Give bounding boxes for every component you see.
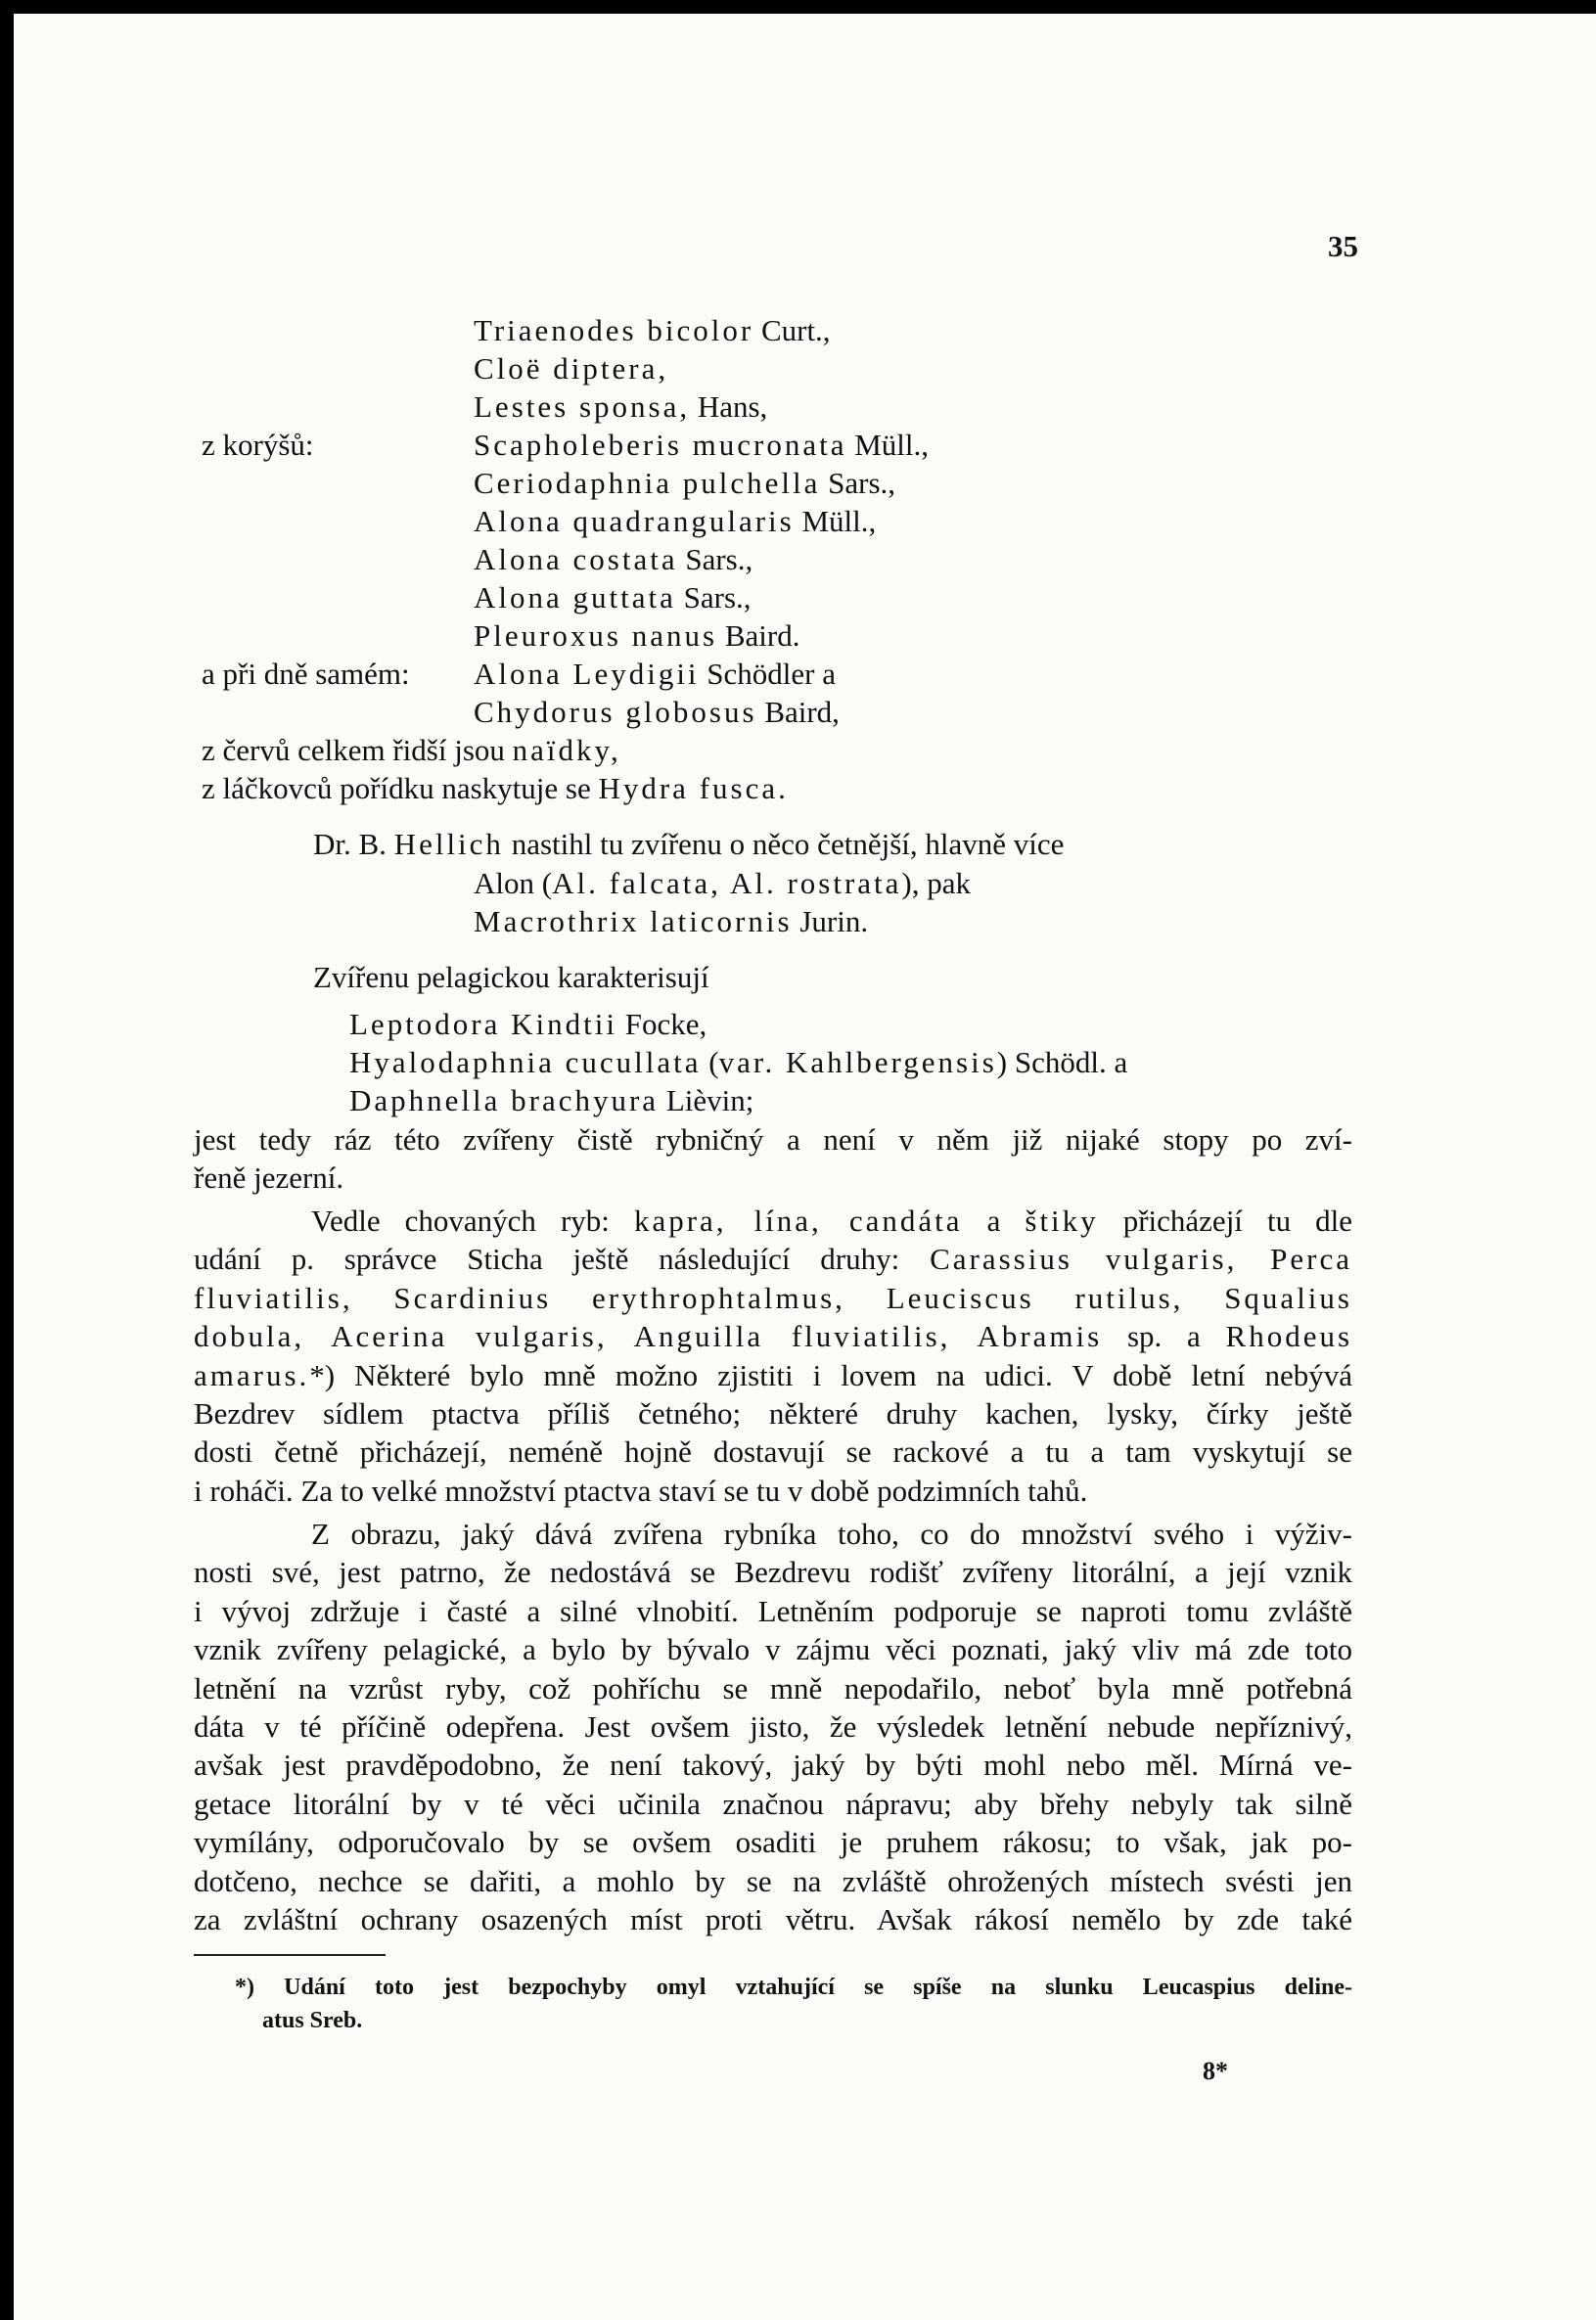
pelagic-line-1: Leptodora Kindtii Focke, — [349, 1007, 707, 1041]
hellich-line-2: Alon (Al. falcata, Al. rostrata), pak — [474, 866, 972, 900]
species-line: Triaenodes bicolor Curt., — [474, 313, 831, 347]
text-line: nosti své, jest patrno, že nedostává se Bezdrevu rodišť zvířeny litorální, a její vznik — [194, 1555, 1352, 1590]
label-korysu: z korýšů: — [202, 428, 314, 462]
footnote-rule — [194, 1954, 386, 1956]
text-line: i roháči. Za to velké množství ptactva staví se tu v době podzimních tahů. — [194, 1473, 1088, 1508]
hellich-line-3: Macrothrix laticornis Jurin. — [474, 904, 869, 938]
species-line: Alona Leydigii Schödler a — [474, 657, 837, 691]
footnote-line: atus Sreb. — [262, 2008, 363, 2033]
final-paragraph — [194, 1515, 1352, 1938]
footnote-line: *) Udání toto jest bezpochyby omyl vztahující se spíše na slunku Leucaspius deline- — [235, 1975, 1352, 2000]
species-line: Alona costata Sars., — [474, 542, 753, 576]
text-line: fluviatilis, Scardinius erythrophtalmus, Leuciscus rutilus, Squalius — [194, 1280, 1352, 1315]
text-line: dosti četně přicházejí, neméně hojně dostavují se rackové a tu a tam vyskytují se — [194, 1434, 1352, 1470]
text-line: getace litorální by v té věci učinila značnou nápravu; aby břehy nebyly tak silně — [194, 1786, 1352, 1821]
species-line: Pleuroxus nanus Baird. — [474, 618, 800, 653]
text-line: jest tedy ráz této zvířeny čistě rybničný a není v něm již nijaké stopy po zví- — [194, 1122, 1352, 1157]
summary-paragraph — [194, 1120, 1352, 1198]
pelagic-intro: Zvířenu pelagickou karakterisují — [313, 960, 709, 994]
document-page — [14, 14, 1596, 2320]
text-line: dobula, Acerina vulgaris, Anguilla fluviatilis, Abramis sp. a Rhodeus — [194, 1319, 1353, 1354]
fish-paragraph — [194, 1202, 1352, 1510]
species-line: Cloë diptera, — [474, 351, 669, 386]
text-line: avšak jest pravděpodobno, že není takový, jaký by býti mohl nebo měl. Mírná ve- — [194, 1748, 1352, 1783]
hydra-line: z láčkovců pořídku naskytuje se Hydra fusca. — [202, 771, 789, 805]
footnote — [235, 1971, 1352, 2037]
text-line: řeně jezerní. — [194, 1160, 344, 1196]
text-line: dotčeno, nechce se dařiti, a mohlo by se na zvláště ohrožených místech svésti jen — [194, 1863, 1352, 1898]
hellich-line-1: Dr. B. Hellich nastihl tu zvířenu o něco četnější, hlavně více — [313, 827, 1065, 861]
label-pri-dne: a při dně samém: — [202, 657, 410, 691]
pelagic-line-2: Hyalodaphnia cucullata (var. Kahlbergensis) Schödl. a — [349, 1045, 1128, 1079]
text-line: vymílány, odporučovalo by se ovšem osaditi je pruhem rákosu; to však, jak po- — [194, 1825, 1352, 1860]
species-line: Lestes sponsa, Hans, — [474, 389, 768, 424]
pelagic-line-3: Daphnella brachyura Lièvin; — [349, 1083, 754, 1117]
species-line: Ceriodaphnia pulchella Sars., — [474, 466, 896, 500]
text-line: vznik zvířeny pelagické, a bylo by bývalo v zájmu věci poznati, jaký vliv má zde toto — [194, 1632, 1352, 1667]
species-line: Scapholeberis mucronata Müll., — [474, 428, 930, 462]
text-line: udání p. správce Sticha ještě následující druhy: Carassius vulgaris, Perca — [194, 1242, 1352, 1277]
text-line: i vývoj zdržuje i časté a silné vlnobití. Letněním podporuje se naproti tomu zvláště — [194, 1593, 1352, 1628]
text-line: amarus.*) Některé bylo mně možno zjistiti i lovem na udici. V době letní nebývá — [194, 1357, 1352, 1392]
worms-line: z červů celkem řidší jsou naïdky, — [202, 733, 621, 767]
signature-mark: 8* — [1203, 2057, 1228, 2085]
species-line: Alona quadrangularis Müll., — [474, 504, 877, 538]
text-line: Bezdrev sídlem ptactva příliš četného; některé druhy kachen, lysky, čírky ještě — [194, 1395, 1352, 1431]
text-line: Vedle chovaných ryb: kapra, lína, candáta a štiky přicházejí tu dle — [311, 1204, 1352, 1238]
text-line: dáta v té příčině odepřena. Jest ovšem jisto, že výsledek letnění nebude nepříznivý, — [194, 1708, 1352, 1744]
species-line: Alona guttata Sars., — [474, 580, 752, 614]
text-line: Z obrazu, jaký dává zvířena rybníka toho, co do množství svého i výživ- — [311, 1517, 1352, 1551]
text-line: za zvláštní ochrany osazených míst proti větru. Avšak rákosí nemělo by zde také — [194, 1901, 1352, 1936]
species-line: Chydorus globosus Baird, — [474, 695, 840, 729]
text-line: letnění na vzrůst ryby, což pohříchu se mně nepodařilo, neboť byla mně potřebná — [194, 1670, 1352, 1706]
page-number: 35 — [1328, 229, 1358, 263]
